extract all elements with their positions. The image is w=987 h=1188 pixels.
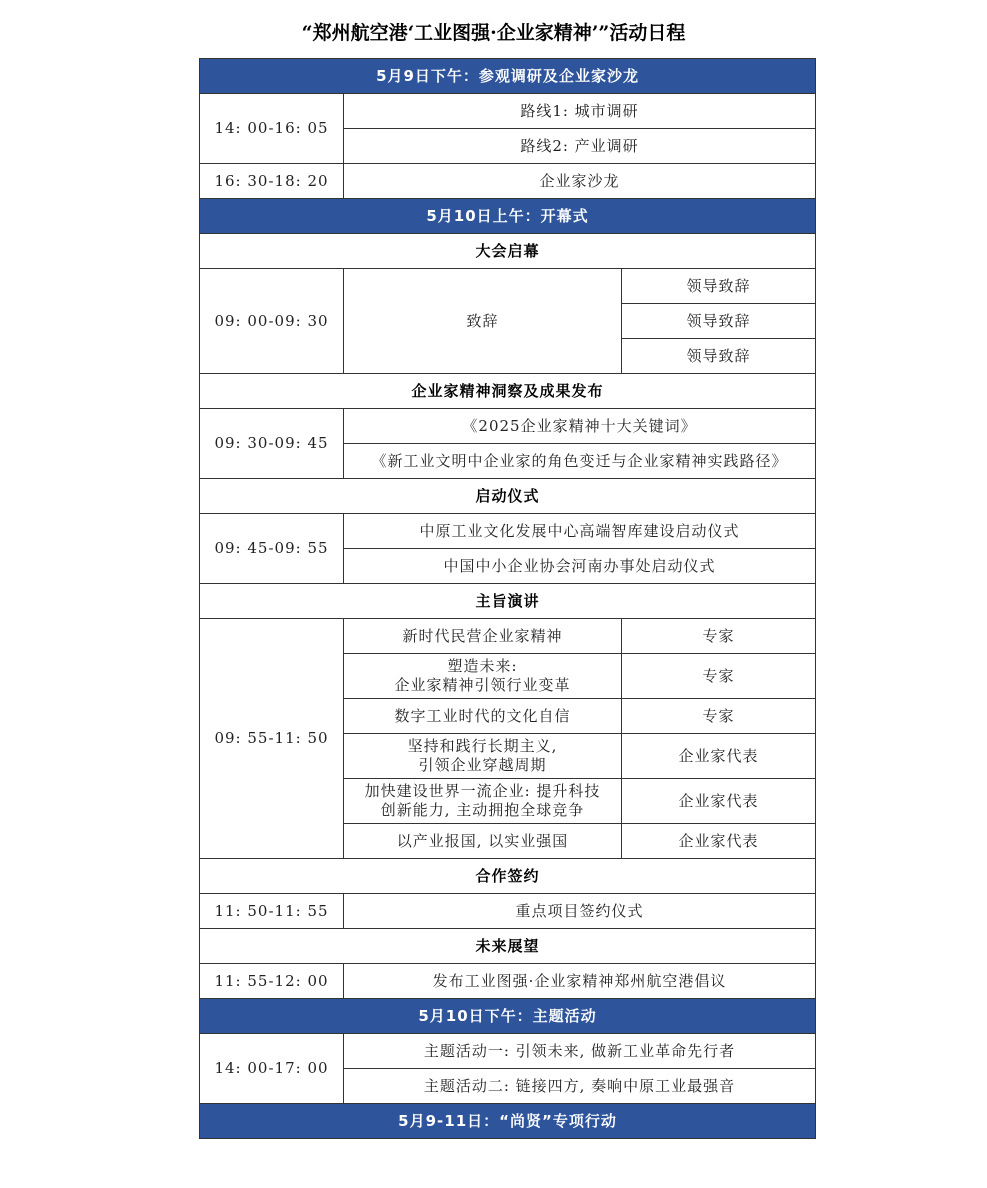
table-row (200, 269, 816, 304)
topic-line: 创新能力, 主动拥抱全球竞争 (380, 801, 585, 819)
speaker-cell: 专家 (622, 619, 816, 654)
agenda-item: 路线1: 城市调研 (344, 94, 816, 129)
topic-line: 企业家精神引领行业变革 (394, 676, 571, 694)
table-row (200, 409, 816, 444)
time-cell: 09: 55-11: 50 (200, 619, 344, 859)
section-row (200, 374, 816, 409)
section-row (200, 234, 816, 269)
table-row (200, 164, 816, 199)
agenda-item: 中原工业文化发展中心高端智库建设启动仪式 (344, 514, 816, 549)
section-row (200, 584, 816, 619)
band-day1-afternoon: 5月9日下午：参观调研及企业家沙龙 (200, 59, 816, 94)
table-row (200, 94, 816, 129)
band-row (200, 199, 816, 234)
section-row (200, 859, 816, 894)
time-cell: 14: 00-17: 00 (200, 1034, 344, 1104)
agenda-item: 重点项目签约仪式 (344, 894, 816, 929)
page-title: “郑州航空港‘工业图强·企业家精神’”活动日程 (301, 22, 686, 44)
speaker-cell: 企业家代表 (622, 734, 816, 779)
band-row (200, 999, 816, 1034)
topic-line: 以产业报国, 以实业强国 (396, 831, 569, 850)
speaker-cell: 领导致辞 (622, 304, 816, 339)
section-heading: 主旨演讲 (200, 584, 816, 619)
table-row (200, 964, 816, 999)
agenda-item: 发布工业图强·企业家精神郑州航空港倡议 (344, 964, 816, 999)
speaker-cell: 领导致辞 (622, 339, 816, 374)
time-cell: 11: 50-11: 55 (200, 894, 344, 929)
agenda-item: 路线2: 产业调研 (344, 129, 816, 164)
topic-line: 新时代民营企业家精神 (402, 626, 563, 645)
section-heading: 企业家精神洞察及成果发布 (200, 374, 816, 409)
table-row (200, 894, 816, 929)
topic-line: 塑造未来: (447, 657, 518, 675)
section-heading: 合作签约 (200, 859, 816, 894)
speaker-cell: 企业家代表 (622, 824, 816, 859)
topic-line: 引领企业穿越周期 (418, 756, 547, 774)
time-cell: 09: 30-09: 45 (200, 409, 344, 479)
section-heading: 大会启幕 (200, 234, 816, 269)
topic-line: 数字工业时代的文化自信 (394, 706, 571, 725)
time-cell: 16: 30-18: 20 (200, 164, 344, 199)
talk-topic (344, 619, 622, 654)
topic-line: 加快建设世界一流企业: 提升科技 (364, 782, 601, 800)
speaker-cell: 专家 (622, 699, 816, 734)
band-row (200, 59, 816, 94)
time-cell: 09: 00-09: 30 (200, 269, 344, 374)
talk-topic (344, 734, 622, 779)
band-row (200, 1104, 816, 1139)
table-row (200, 619, 816, 654)
agenda-item: 主题活动一: 引领未来, 做新工业革命先行者 (344, 1034, 816, 1069)
band-day2-afternoon: 5月10日下午：主题活动 (200, 999, 816, 1034)
section-row (200, 929, 816, 964)
band-special-action: 5月9-11日：“尚贤”专项行动 (200, 1104, 816, 1139)
agenda-item: 《新工业文明中企业家的角色变迁与企业家精神实践路径》 (344, 444, 816, 479)
talk-topic (344, 699, 622, 734)
agenda-item: 主题活动二: 链接四方, 奏响中原工业最强音 (344, 1069, 816, 1104)
band-day2-morning: 5月10日上午：开幕式 (200, 199, 816, 234)
section-heading: 启动仪式 (200, 479, 816, 514)
table-row (200, 514, 816, 549)
topic-line: 坚持和践行长期主义, (407, 737, 558, 755)
speaker-cell: 专家 (622, 654, 816, 699)
schedule-table (199, 58, 816, 1139)
agenda-item: 《2025企业家精神十大关键词》 (344, 409, 816, 444)
talk-topic (344, 824, 622, 859)
speaker-cell: 领导致辞 (622, 269, 816, 304)
agenda-item: 中国中小企业协会河南办事处启动仪式 (344, 549, 816, 584)
talk-topic (344, 654, 622, 699)
talk-topic (344, 779, 622, 824)
agenda-item: 致辞 (344, 269, 622, 374)
section-row (200, 479, 816, 514)
agenda-item: 企业家沙龙 (344, 164, 816, 199)
table-row (200, 1034, 816, 1069)
section-heading: 未来展望 (200, 929, 816, 964)
speaker-cell: 企业家代表 (622, 779, 816, 824)
time-cell: 09: 45-09: 55 (200, 514, 344, 584)
time-cell: 11: 55-12: 00 (200, 964, 344, 999)
time-cell: 14: 00-16: 05 (200, 94, 344, 164)
